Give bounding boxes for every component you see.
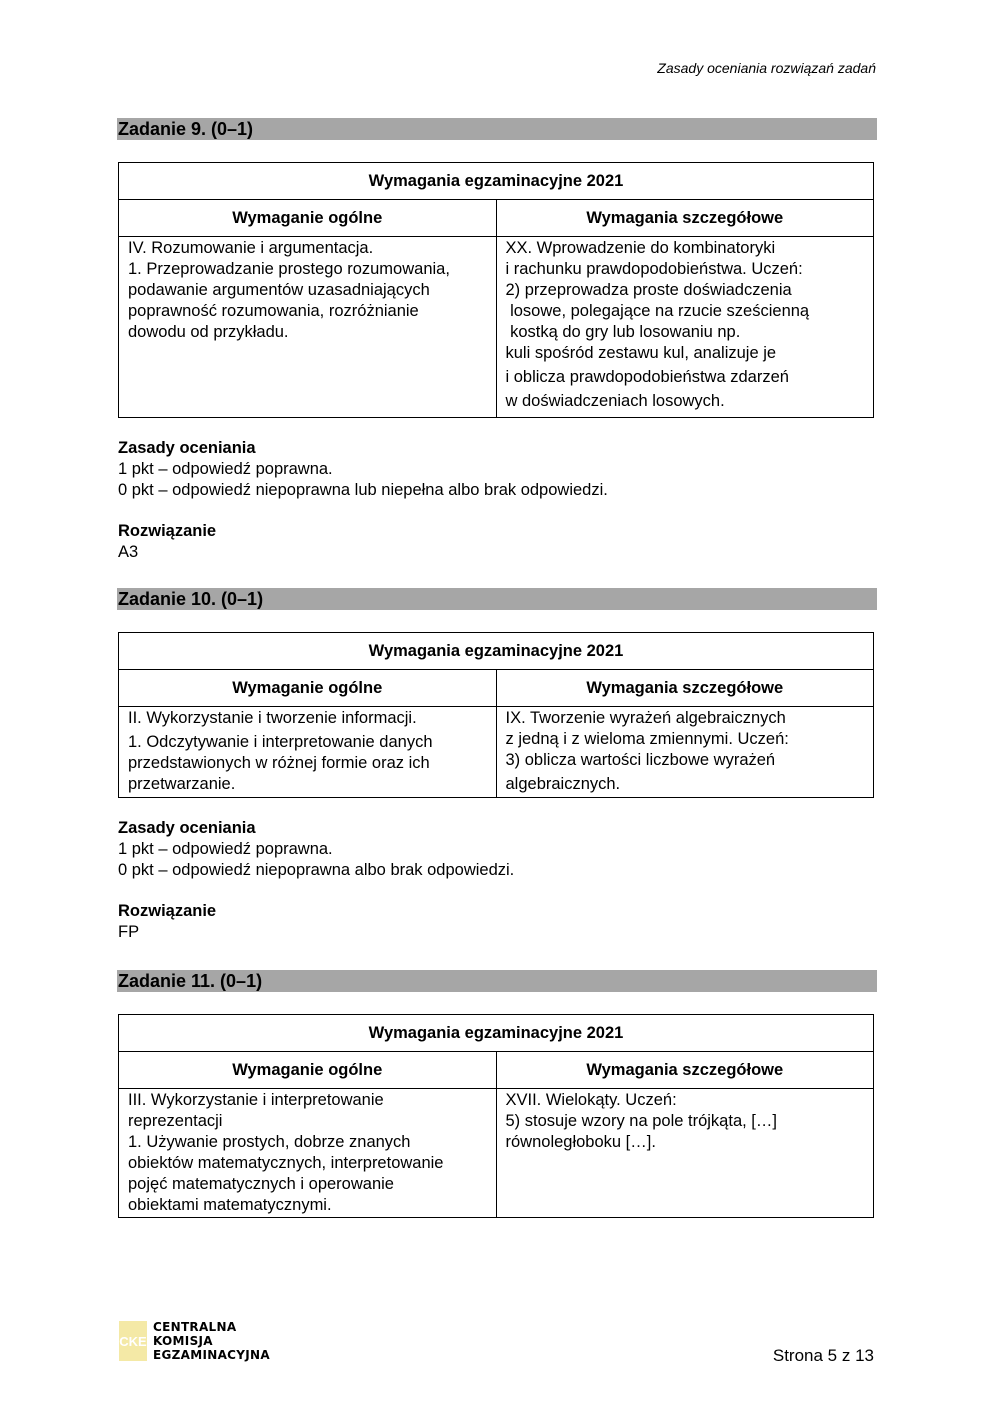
page-number: Strona 5 z 13 bbox=[772, 1346, 874, 1365]
cke-logo bbox=[119, 1320, 270, 1362]
general-line: reprezentacji bbox=[128, 1112, 223, 1130]
logo-line: KOMISJA bbox=[153, 1334, 213, 1348]
scoring-rule: 0 pkt – odpowiedź niepoprawna albo brak odpowiedzi. bbox=[118, 861, 515, 879]
specific-line: algebraicznych. bbox=[505, 775, 621, 793]
solution bbox=[118, 521, 877, 563]
col-specific-header: Wymagania szczegółowe bbox=[496, 200, 874, 237]
scoring-rule: 0 pkt – odpowiedź niepoprawna lub niepełna albo brak odpowiedzi. bbox=[118, 481, 608, 499]
task-9 bbox=[117, 118, 877, 563]
scoring-rules bbox=[118, 438, 877, 501]
col-general-header: Wymaganie ogólne bbox=[119, 670, 497, 707]
task-title: Zadanie 11. (0–1) bbox=[117, 970, 877, 992]
solution-label: Rozwiązanie bbox=[118, 902, 217, 920]
requirements-table bbox=[118, 162, 874, 418]
general-line: podawanie argumentów uzasadniających bbox=[128, 281, 430, 299]
specific-line: IX. Tworzenie wyrażeń algebraicznych bbox=[505, 709, 786, 727]
cke-logo-mark: CKE bbox=[119, 1321, 147, 1361]
general-line: przetwarzanie. bbox=[128, 775, 236, 793]
requirements-table bbox=[118, 1014, 874, 1218]
table-title: Wymagania egzaminacyjne 2021 bbox=[119, 633, 874, 670]
requirements-table bbox=[118, 632, 874, 798]
specific-line: kostką do gry lub losowaniu np. bbox=[505, 323, 741, 341]
specific-requirement-cell bbox=[496, 237, 874, 418]
col-specific-header: Wymagania szczegółowe bbox=[496, 670, 874, 707]
general-requirement-cell bbox=[119, 707, 497, 798]
scoring-rule: 1 pkt – odpowiedź poprawna. bbox=[118, 460, 333, 478]
general-line: IV. Rozumowanie i argumentacja. bbox=[128, 239, 374, 257]
specific-line: równoległoboku […]. bbox=[505, 1133, 656, 1151]
specific-line: i rachunku prawdopodobieństwa. Uczeń: bbox=[505, 260, 803, 278]
specific-requirement-cell bbox=[496, 1089, 874, 1218]
task-10 bbox=[117, 588, 877, 943]
scoring-rules-label: Zasady oceniania bbox=[118, 819, 256, 837]
general-line: obiektów matematycznych, interpretowanie bbox=[128, 1154, 444, 1172]
specific-line: 5) stosuje wzory na pole trójkąta, […] bbox=[505, 1112, 777, 1130]
general-requirement-cell bbox=[119, 1089, 497, 1218]
general-line: przedstawionych w różnej formie oraz ich bbox=[128, 754, 430, 772]
col-specific-header: Wymagania szczegółowe bbox=[496, 1052, 874, 1089]
specific-line: losowe, polegające na rzucie sześcienną bbox=[505, 302, 810, 320]
specific-line: i oblicza prawdopodobieństwa zdarzeń bbox=[505, 368, 789, 386]
specific-line: w doświadczeniach losowych. bbox=[505, 392, 725, 410]
specific-line: z jedną i z wieloma zmiennymi. Uczeń: bbox=[505, 730, 789, 748]
general-line: 1. Używanie prostych, dobrze znanych bbox=[128, 1133, 411, 1151]
specific-line: XX. Wprowadzenie do kombinatoryki bbox=[505, 239, 776, 257]
general-line: 1. Przeprowadzanie prostego rozumowania, bbox=[128, 260, 450, 278]
col-general-header: Wymaganie ogólne bbox=[119, 200, 497, 237]
general-line: obiektami matematycznymi. bbox=[128, 1196, 332, 1214]
scoring-rules bbox=[118, 818, 877, 881]
logo-line: EGZAMINACYJNA bbox=[153, 1348, 270, 1362]
general-line: dowodu od przykładu. bbox=[128, 323, 289, 341]
general-line: II. Wykorzystanie i tworzenie informacji. bbox=[128, 709, 417, 727]
task-title: Zadanie 10. (0–1) bbox=[117, 588, 877, 610]
solution-value: FP bbox=[118, 923, 140, 941]
solution-value: A3 bbox=[118, 543, 139, 561]
scoring-rule: 1 pkt – odpowiedź poprawna. bbox=[118, 840, 333, 858]
scoring-rules-label: Zasady oceniania bbox=[118, 439, 256, 457]
general-line: 1. Odczytywanie i interpretowanie danych bbox=[128, 733, 433, 751]
general-line: poprawność rozumowania, rozróżnianie bbox=[128, 302, 419, 320]
specific-line: 2) przeprowadza proste doświadczenia bbox=[505, 281, 792, 299]
solution bbox=[118, 901, 877, 943]
logo-line: CENTRALNA bbox=[153, 1320, 237, 1334]
general-line: III. Wykorzystanie i interpretowanie bbox=[128, 1091, 384, 1109]
specific-requirement-cell bbox=[496, 707, 874, 798]
general-requirement-cell bbox=[119, 237, 497, 418]
page-header-title: Zasady oceniania rozwiązań zadań bbox=[657, 60, 876, 76]
general-line: pojęć matematycznych i operowanie bbox=[128, 1175, 394, 1193]
table-title: Wymagania egzaminacyjne 2021 bbox=[119, 1015, 874, 1052]
specific-line: kuli spośród zestawu kul, analizuje je bbox=[505, 344, 777, 362]
cke-logo-text bbox=[153, 1320, 270, 1362]
specific-line: 3) oblicza wartości liczbowe wyrażeń bbox=[505, 751, 776, 769]
table-title: Wymagania egzaminacyjne 2021 bbox=[119, 163, 874, 200]
task-title: Zadanie 9. (0–1) bbox=[117, 118, 877, 140]
solution-label: Rozwiązanie bbox=[118, 522, 217, 540]
task-11 bbox=[117, 970, 877, 1218]
col-general-header: Wymaganie ogólne bbox=[119, 1052, 497, 1089]
specific-line: XVII. Wielokąty. Uczeń: bbox=[505, 1091, 677, 1109]
